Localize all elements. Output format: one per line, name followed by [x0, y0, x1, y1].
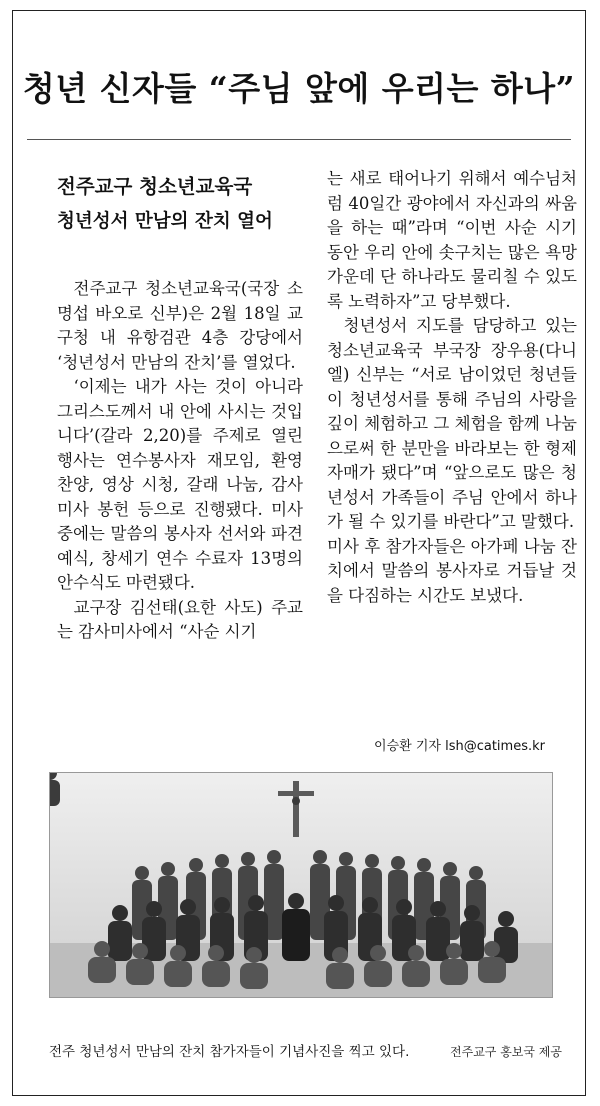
headline-divider — [27, 139, 571, 140]
paragraph-1: 전주교구 청소년교육국(국장 소명섭 바오로 신부)은 2월 18일 교구청 내 유항검관 4층 강당에서 ‘청년성서 만남의 잔치’를 열었다. — [57, 279, 303, 372]
kicker: 전주교구 청소년교육국 — [57, 175, 253, 198]
paragraph-3-continued: 는 새로 태어나기 위해서 예수님처럼 40일간 광야에서 자신과의 싸움을 하는 때”라며 “이번 사순 시기 동안 우리 안에 솟구치는 많은 욕망 가운데 단 하나라도 물리칠 수 있도록 노력하자”고 당부했다. — [327, 169, 577, 311]
paragraph-3-start: 교구장 김선태(요한 사도) 주교는 감사미사에서 “사순 시기 — [57, 597, 303, 641]
byline: 이승환 기자 lsh@catimes.kr — [374, 739, 545, 754]
subheadline: 청년성서 만남의 잔치 열어 — [57, 211, 273, 232]
paragraph-5: 미사 후 참가자들은 아가페 나눔 잔치에서 말씀의 봉사자로 거듭날 것을 다짐하는 시간도 보냈다. — [327, 536, 577, 605]
group-photo — [49, 772, 553, 998]
headline: 청년 신자들 “주님 앞에 우리는 하나” — [22, 69, 576, 108]
photo-caption-row — [49, 1040, 562, 1060]
article-column-1 — [57, 173, 303, 645]
photo-caption: 전주 청년성서 만남의 잔치 참가자들이 기념사진을 찍고 있다. — [49, 1044, 410, 1060]
photo-credit: 전주교구 홍보국 제공 — [450, 1045, 562, 1059]
group-photo-illustration — [50, 773, 553, 998]
paragraph-4: 청년성서 지도를 담당하고 있는 청소년교육국 부국장 장우용(다니엘) 신부는 “서로 남이었던 청년들이 청년성서를 통해 주님의 사랑을 깊이 체험하고 그 체험을 함께 나눔으로써 한 분만을 바라보는 한 형제자매가 됐다”며 “앞으로도 많은 청년성서 가족들이 주님 안에서 하나가 될 수 있기를 바란다”고 말했다. — [327, 316, 577, 531]
article-column-2 — [327, 167, 577, 608]
paragraph-2: ‘이제는 내가 사는 것이 아니라 그리스도께서 내 안에 사시는 것입니다’(갈라 2,20)를 주제로 열린 행사는 연수봉사자 재모임, 환영 찬양, 영상 시청, 갈래 나눔, 감사미사 봉헌 등으로 진행됐다. 미사 중에는 말씀의 봉사자 선서와 파견예식, 창세기 연수 수료자 13명의 안수식도 마련됐다. — [57, 377, 303, 592]
